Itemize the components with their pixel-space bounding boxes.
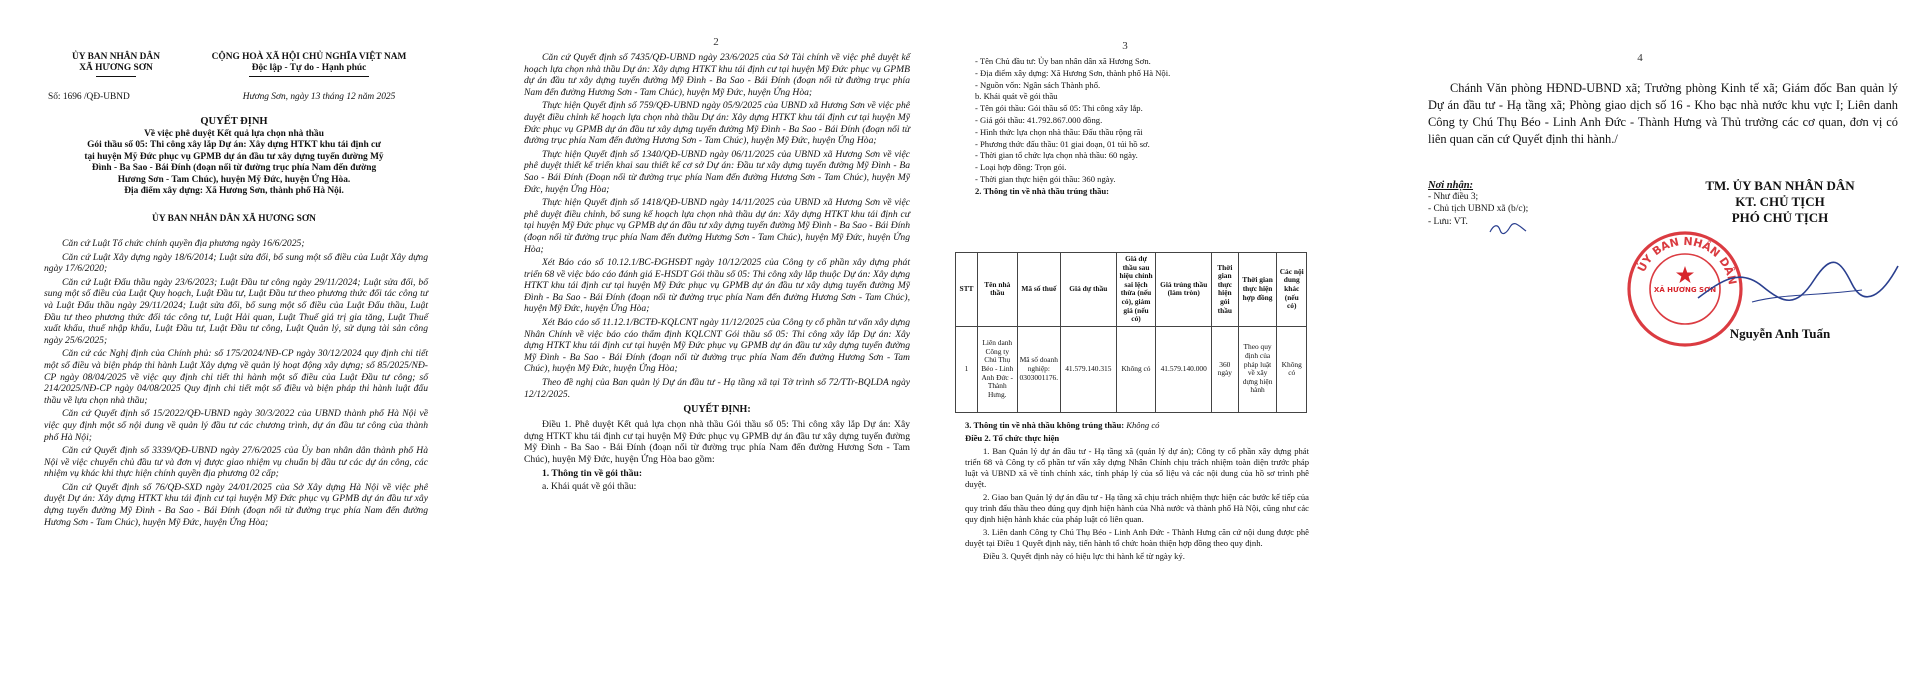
section-3-heading: 3. Thông tin về nhà thầu không trúng thầu: <box>965 420 1125 430</box>
preamble-paragraphs <box>44 238 428 530</box>
document-page-2 <box>520 0 912 696</box>
document-page-3 <box>935 0 1315 696</box>
nation-line-2: Độc lập - Tự do - Hạnh phúc <box>251 63 367 74</box>
sign-line-2: KT. CHỦ TỊCH <box>1735 194 1825 209</box>
paragraph: Căn cứ Luật Đấu thầu ngày 23/6/2023; Luật Đầu tư công ngày 29/11/2024; Luật sửa đổi, bổ sung một số điều của Luật Quy hoạch, Luật Đầu tư, Luật Đầu tư theo phương thức đối tác công tư và Luật Đấu thầu ngày 29/11/2024; Luật sửa đổi, bổ sung một số điều của Luật Đấu thầu, Luật Đầu tư theo phương thức đối tác công tư, Luật Hải quan, Luật Thuế giá trị gia tăng, Luật Thuế xuất khẩu, thuế nhập khẩu, Luật Đầu tư, Luật Đầu tư công, Luật Quản lý, sử dụng tài sản công ngày 25/6/2025; <box>44 276 428 346</box>
summary-line: - Nguồn vốn: Ngân sách Thành phố. <box>975 79 1101 90</box>
subject-line: Gói thầu số 05: Thi công xây lắp Dự án: Xây dựng HTKT khu tái định cư <box>87 140 381 151</box>
section-2-heading: 2. Thông tin về nhà thầu trúng thầu: <box>975 185 1110 196</box>
article-2-item: 3. Liên danh Công ty Chú Thụ Béo - Linh Anh Đức - Thành Hưng căn cứ nội dung được phê duyệt tại Điều 1 Quyết định này, tiến hành tổ chức hoàn thiện hợp đồng theo quy định. <box>965 527 1309 548</box>
doc-number: Số: 1696 /QĐ-UBND <box>48 92 130 102</box>
table-header: Thời gian thực hiện gói thầu <box>1211 253 1238 327</box>
paragraph: Căn cứ các Nghị định của Chính phủ: số 175/2024/NĐ-CP ngày 30/12/2024 quy định chi tiết một số điều và biện pháp thi hành Luật Xây dựng về quản lý hoạt động xây dựng; số 85/2025/NĐ-CP ngày 08/04/2025 về việc quy định chi tiết thi hành một số điều của Luật Đầu tư công; số 214/2025/NĐ-CP ngày 04/08/2025 Quy định chi tiết một số điều và biện pháp thi hành luật đấu thầu về lựa chọn nhà thầu; <box>44 348 428 406</box>
paragraph: Căn cứ Quyết định số 76/QĐ-SXD ngày 24/01/2025 của Sở Xây dựng Hà Nội về việc phê duyệt Dự án: Xây dựng HTKT khu tái định cư tại huyện Mỹ Đức phục vụ GPMB dự án đầu tư xây dựng tuyến đường Mỹ Đình - Ba Sao - Bái Đính (đoạn nối từ đường trục phía Nam đến đường Hương Sơn - Tam Chúc), huyện Mỹ Đức, huyện Ứng Hòa; <box>44 481 428 528</box>
subject-line: Hương Sơn - Tam Chúc), huyện Mỹ Đức, huyện Ứng Hòa. <box>117 174 351 185</box>
page-number: 4 <box>1637 52 1643 64</box>
paragraph: Thực hiện Quyết định số 1340/QĐ-UBND ngày 06/11/2025 của UBND xã Hương Sơn về việc phê duyệt thiết kế triển khai sau thiết kế cơ sở Dự án: Đầu tư xây dựng tuyến đường Mỹ Đình - Ba Sao - Bái Đính (Đoạn nối từ đường trục phía Nam đến đường Hương Sơn - Tam Chúc), huyện Mỹ Đức, huyện Ứng Hòa; <box>524 148 910 195</box>
table-header: Giá dự thầu <box>1061 253 1117 327</box>
paragraph: Xét Báo cáo số 11.12.1/BCTĐ-KQLCNT ngày 11/12/2025 của Công ty cổ phần tư vấn xây dựng Nhân Chính về việc báo cáo thẩm định KQLCNT Gói thầu số 05: Thi công xây lắp Dự án: Xây dựng HTKT khu tái định cư tại huyện Mỹ Đức phục vụ GPMB dự án đầu tư xây dựng tuyến đường Mỹ Đình - Ba Sao - Bái Đính (đoạn nối từ đường trục phía Nam đến đường Hương Sơn - Tam Chúc), huyện Mỹ Đức, huyện Ứng Hòa; <box>524 317 910 375</box>
summary-line: - Phương thức đấu thầu: 01 giai đoạn, 01 túi hồ sơ. <box>975 138 1150 149</box>
table-header: Tên nhà thầu <box>977 253 1017 327</box>
paragraph: Xét Báo cáo số 10.12.1/BC-ĐGHSĐT ngày 10/12/2025 của Công ty cổ phần xây dựng phát triển 68 về việc báo cáo đánh giá E-HSDT Gói thầu số 05: Thi công xây lắp thuộc Dự án: Xây dựng HTKT khu tái định cư tại huyện Mỹ Đức phục vụ GPMB dự án đầu tư xây dựng tuyến đường Mỹ Đình - Ba Sao - Bái Đính (đoạn nối từ đường trục phía Nam đến đường Hương Sơn - Tam Chúc), huyện Mỹ Đức, huyện Ứng Hòa; <box>524 257 910 315</box>
page-number: 3 <box>1122 40 1128 52</box>
table-header: Mã số thuế <box>1017 253 1061 327</box>
handwritten-signature-icon <box>1692 250 1902 320</box>
paragraph: Căn cứ Luật Tổ chức chính quyền địa phương ngày 16/6/2025; <box>62 238 305 249</box>
execution-paragraph: Chánh Văn phòng HĐND-UBND xã; Trưởng phòng Kinh tế xã; Giám đốc Ban quản lý Dự án đầu tư - Hạ tầng xã; Phòng giao dịch số 16 - Kho bạc nhà nước khu vực I; Liên danh Công ty Chú Thụ Béo - Linh Anh Đức - Thành Hưng và Thủ trưởng các cơ quan, đơn vị có liên quan căn cứ Quyết định thi hành./ <box>1428 81 1898 146</box>
cell-adjusted-price: Không có <box>1116 326 1156 412</box>
recipient-line: - Chủ tịch UBND xã (b/c); <box>1428 204 1529 215</box>
summary-line: - Loại hợp đồng: Trọn gói. <box>975 162 1067 173</box>
doc-title: QUYẾT ĐỊNH <box>200 116 268 127</box>
recipients-title: Nơi nhận: <box>1428 180 1474 191</box>
table-row <box>956 326 1307 412</box>
cell-tax-code: Mã số doanh nghiệp: 0303001176. <box>1017 326 1061 412</box>
table-header: Các nội dung khác (nếu có) <box>1277 253 1307 327</box>
subject-line: Về việc phê duyệt Kết quả lựa chọn nhà thầu <box>144 129 324 139</box>
subject-line: tại huyện Mỹ Đức phục vụ GPMB dự án đầu tư xây dựng tuyến đường Mỹ <box>84 151 384 162</box>
issuer: ỦY BAN NHÂN DÂN XÃ HƯƠNG SƠN <box>152 214 316 224</box>
doc-subject <box>38 129 430 197</box>
summary-line: - Tên Chủ đầu tư: Ủy ban nhân dân xã Hương Sơn. <box>975 56 1151 66</box>
articles-block <box>965 420 1309 562</box>
paragraph: Căn cứ Quyết định số 15/2022/QĐ-UBND ngày 30/3/2022 của UBND thành phố Hà Nội về việc quy định một số nội dung về quản lý đầu tư các chương trình, dự án đầu tư công của thành phố Hà Nội; <box>44 408 428 443</box>
subject-line: Địa điểm xây dựng: Xã Hương Sơn, thành phố Hà Nội. <box>124 186 344 197</box>
paragraph: Thực hiện Quyết định số 759/QĐ-UBND ngày 05/9/2025 của UBND xã Hương Sơn về việc phê duyệt điều chỉnh kế hoạch lựa chọn nhà thầu Dự án: Xây dựng HTKT khu tái định cư tại huyện Mỹ Đức phục vụ GPMB dự án đầu tư xây dựng tuyến đường Mỹ Đình - Ba Sao - Bái Đính (đoạn nối từ đường trục phía Nam đến đường Hương Sơn - Tam Chúc), huyện Mỹ Đức, huyện Ứng Hòa; <box>524 100 910 147</box>
recipient-line: - Như điều 3; <box>1428 192 1479 202</box>
paragraph: Căn cứ Quyết định số 3339/QĐ-UBND ngày 27/6/2025 của Ủy ban nhân dân thành phố Hà Nội về việc chuyển chủ đầu tư và đơn vị được giao nhiệm vụ chuẩn bị đầu tư các dự án công, các nhiệm vụ khác khi thực hiện chính quyền địa phương 02 cấp; <box>44 445 428 480</box>
document-page-1 <box>38 0 430 696</box>
place-date: Hương Sơn, ngày 13 tháng 12 năm 2025 <box>242 92 396 102</box>
cell-stt: 1 <box>956 326 978 412</box>
cell-winning-price: 41.579.140.000 <box>1156 326 1212 412</box>
section-3-value: Không có <box>1126 420 1160 430</box>
table-header: Giá trúng thầu (làm tròn) <box>1156 253 1212 327</box>
table-header: STT <box>956 253 978 327</box>
summary-line: - Hình thức lựa chọn nhà thầu: Đấu thầu rộng rãi <box>975 126 1143 137</box>
sign-line-1: TM. ỦY BAN NHÂN DÂN <box>1705 178 1855 193</box>
summary-line: - Giá gói thầu: 41.792.867.000 đồng. <box>975 114 1103 125</box>
agency-line-1: ỦY BAN NHÂN DÂN <box>72 52 160 62</box>
package-summary <box>975 56 1305 198</box>
signer-name: Nguyễn Anh Tuấn <box>1729 326 1831 341</box>
article-2-item: 1. Ban Quản lý dự án đầu tư - Hạ tầng xã (quản lý dự án); Công ty cổ phần xây dựng phát triển 68 và Công ty cổ phần tư vấn xây dựng Nhân Chính chịu trách nhiệm toàn diện trước pháp luật và UBND xã về tính chính xác, tính pháp lý của số liệu và các nội dung của hồ sơ trình phê duyệt. <box>965 446 1309 489</box>
agency-header <box>46 52 186 77</box>
table-header: Thời gian thực hiện hợp đồng <box>1238 253 1277 327</box>
cell-other: Không có <box>1277 326 1307 412</box>
paragraph: Thực hiện Quyết định số 1418/QĐ-UBND ngày 14/11/2025 của UBND xã Hương Sơn về việc phê duyệt điều chỉnh, bổ sung kế hoạch lựa chọn nhà thầu dự án: Xây dựng HTKT khu tái định cư tại huyện Mỹ Đức phục vụ GPMB dự án đầu tư xây dựng tuyến đường Mỹ Đình - Ba Sao - Bái Đính (đoạn nối từ đường trục phía Nam đến đường Hương Sơn - Tam Chúc), huyện Mỹ Đức, huyện Ứng Hòa; <box>524 197 910 255</box>
paragraph: Theo đề nghị của Ban quản lý Dự án đầu tư - Hạ tầng xã tại Tờ trình số 72/TTr-BQLDA ngày 12/12/2025. <box>524 377 910 400</box>
summary-line: - Tên gói thầu: Gói thầu số 05: Thi công xây lắp. <box>975 103 1143 114</box>
article-3: Điều 3. Quyết định này có hiệu lực thi hành kể từ ngày ký. <box>983 551 1185 561</box>
section-3 <box>965 420 1309 431</box>
article-1: Điều 1. Phê duyệt Kết quả lựa chọn nhà thầu Gói thầu số 05: Thi công xây lắp Dự án: Xây dựng HTKT khu tái định cư tại huyện Mỹ Đức phục vụ GPMB dự án đầu tư xây dựng tuyến đường Mỹ Đình - Ba Sao - Bái Đính (đoạn nối từ đường trục phía Nam đến đường Hương Sơn - Tam Chúc), huyện Mỹ Đức, huyện Ứng Hòa bao gồm: <box>524 419 910 465</box>
section-1-heading: 1. Thông tin về gói thầu: <box>542 467 643 479</box>
summary-line: b. Khái quát về gói thầu <box>975 91 1058 102</box>
section-1a-heading: a. Khái quát về gói thầu: <box>542 481 637 493</box>
article-2-heading: Điều 2. Tổ chức thực hiện <box>965 433 1060 443</box>
agency-underline <box>96 76 136 77</box>
sign-line-3: PHÓ CHỦ TỊCH <box>1731 210 1829 225</box>
nation-underline <box>249 76 369 77</box>
cell-bid-price: 41.579.140.315 <box>1061 326 1117 412</box>
page-number: 2 <box>713 36 719 48</box>
article-2-item: 2. Giao ban Quản lý dự án đầu tư - Hạ tầng xã chịu trách nhiệm thực hiện các bước kế tiếp của quy trình đấu thầu theo đúng quy định hiện hành của Nhà nước và thành phố Hà Nội, cũng như các quy định hiện hành khác của pháp luật có liên quan. <box>965 492 1309 524</box>
preamble-paragraphs <box>524 52 910 493</box>
paragraph: Căn cứ Luật Xây dựng ngày 18/6/2014; Luật sửa đổi, bổ sung một số điều của Luật Xây dựng ngày 17/6/2020; <box>44 251 428 275</box>
agency-line-2: XÃ HƯƠNG SƠN <box>79 63 153 74</box>
cell-contract-time: Theo quy định của pháp luật về xây dựng hiện hành <box>1238 326 1277 412</box>
nation-header <box>188 52 430 77</box>
recipient-line: - Lưu: VT. <box>1428 216 1468 227</box>
initials-mark-icon <box>1488 222 1528 236</box>
recipients-block <box>1428 180 1628 228</box>
summary-line: - Thời gian thực hiện gói thầu: 360 ngày. <box>975 173 1116 184</box>
summary-line: - Địa điểm xây dựng: Xã Hương Sơn, thành phố Hà Nội. <box>975 67 1171 78</box>
seal-center-text: XÃ HƯƠNG SƠN <box>1653 286 1717 294</box>
cell-package-time: 360 ngày <box>1211 326 1238 412</box>
summary-line: - Thời gian tổ chức lựa chọn nhà thầu: 60 ngày. <box>975 150 1138 161</box>
table-header: Giá dự thầu sau hiệu chỉnh sai lệch thừa (nếu có), giảm giá (nếu có) <box>1116 253 1156 327</box>
subject-line: Đình - Ba Sao - Bái Đính (đoạn nối từ đường trục phía Nam đến đường <box>91 163 377 174</box>
nation-line-1: CỘNG HOÀ XÃ HỘI CHỦ NGHĨA VIỆT NAM <box>211 52 407 62</box>
cell-bidder-name: Liên danh Công ty Chú Thụ Béo - Linh Anh Đức - Thành Hưng. <box>977 326 1017 412</box>
signature-title <box>1660 178 1900 226</box>
winning-bidder-table <box>955 252 1307 413</box>
seal-ring-text: ỦY BAN NHÂN DÂN <box>1634 234 1739 286</box>
paragraph: Căn cứ Quyết định số 7435/QĐ-UBND ngày 23/6/2025 của Sở Tài chính về việc phê duyệt kế hoạch lựa chọn nhà thầu Dự án: Xây dựng HTKT khu tái định cư tại huyện Mỹ Đức phục vụ GPMB dự án đầu tư xây dựng tuyến đường Mỹ Đình - Ba Sao - Bái Đính (đoạn nối từ đường trục phía Nam đến đường Hương Sơn - Tam Chúc), huyện Mỹ Đức, huyện Ứng Hòa; <box>524 52 910 98</box>
table-header-row <box>956 253 1307 327</box>
decision-heading: QUYẾT ĐỊNH: <box>683 404 751 416</box>
document-page-4 <box>1400 0 1905 696</box>
